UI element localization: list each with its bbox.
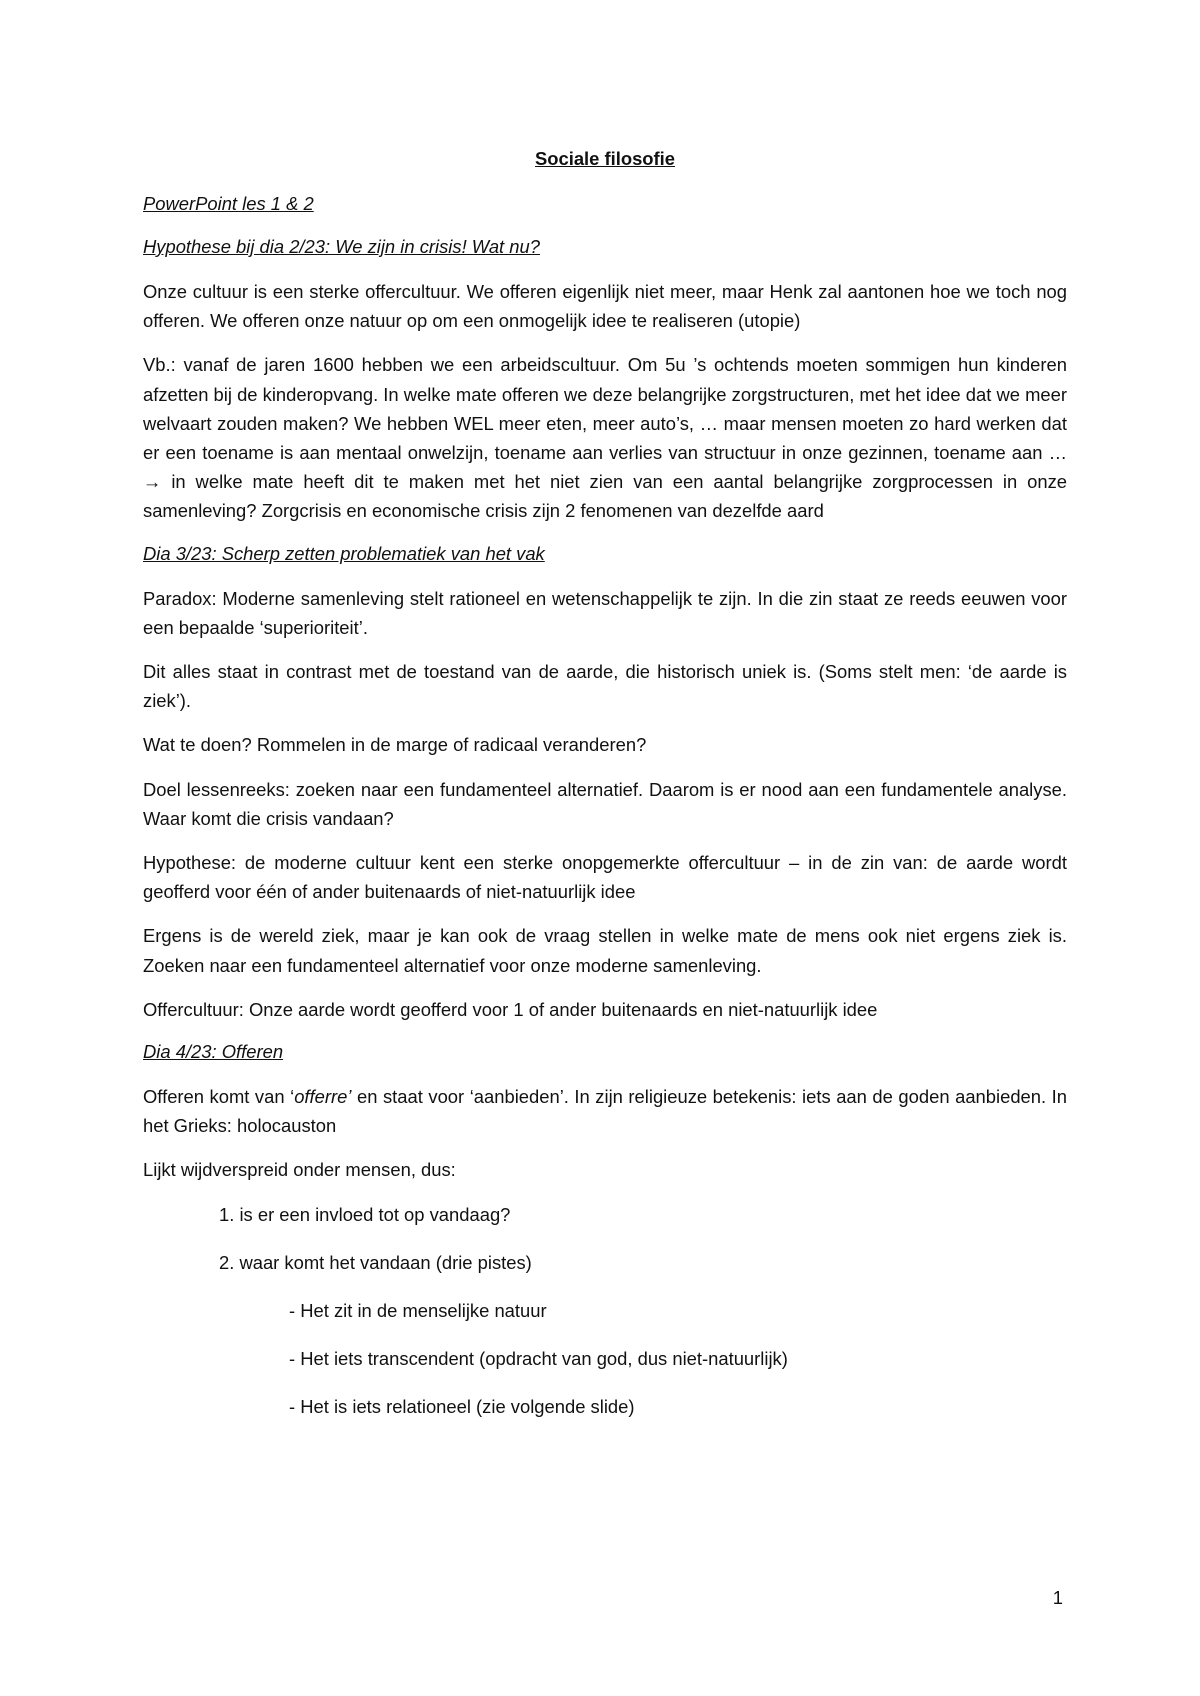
document-body bbox=[143, 146, 1067, 1441]
paragraph: Hypothese: de moderne cultuur kent een sterke onopgemerkte offercultuur – in de zin van: de aarde wordt geofferd voor één of ander buitenaards of niet-natuurlijk idee bbox=[143, 852, 1067, 903]
paragraph: Lijkt wijdverspreid onder mensen, dus: bbox=[143, 1159, 456, 1181]
text-run: Offeren komt van ‘ bbox=[143, 1086, 295, 1108]
list-item: 1. is er een invloed tot op vandaag? bbox=[219, 1203, 511, 1225]
paragraph: Wat te doen? Rommelen in de marge of radicaal veranderen? bbox=[143, 734, 647, 756]
paragraph-offeren bbox=[143, 1082, 1067, 1140]
section-heading-dia-4: Dia 4/23: Offeren bbox=[143, 1041, 284, 1063]
paragraph: Doel lessenreeks: zoeken naar een fundamenteel alternatief. Daarom is er nood aan een fundamentele analyse. Waar komt die crisis vandaan? bbox=[143, 778, 1067, 829]
italic-term: offerre’ bbox=[294, 1086, 352, 1108]
sublist-item: - Het iets transcendent (opdracht van god, dus niet-natuurlijk) bbox=[289, 1348, 788, 1370]
document-subtitle: PowerPoint les 1 & 2 bbox=[143, 193, 314, 214]
paragraph: Ergens is de wereld ziek, maar je kan ook de vraag stellen in welke mate de mens ook niet ergens ziek is. Zoeken naar een fundamenteel alternatief voor onze moderne samenleving. bbox=[143, 925, 1067, 976]
paragraph: Dit alles staat in contrast met de toestand van de aarde, die historisch uniek is. (Soms stelt men: ‘de aarde is ziek’). bbox=[143, 661, 1067, 712]
sublist-item: - Het zit in de menselijke natuur bbox=[289, 1300, 547, 1322]
paragraph: Vb.: vanaf de jaren 1600 hebben we een arbeidscultuur. Om 5u ’s ochtends moeten sommigen hun kinderen afzetten bij de kinderopvang. In welke mate offeren we deze belangrijke zorgstructuren, met het idee dat we meer welvaart zouden maken? We hebben WEL meer eten, meer auto’s, … maar mensen moeten zo hard werken dat er een toename is aan mentaal onwelzijn, toename aan verlies van structuur in onze gezinnen, toename aan … → in welke mate heeft dit te maken met het niet zien van een aantal belangrijke zorgprocessen in onze samenleving? Zorgcrisis en economische crisis zijn 2 fenomenen van dezelfde aard bbox=[143, 354, 1067, 522]
page-number: 1 bbox=[1052, 1587, 1063, 1608]
list-item: 2. waar komt het vandaan (drie pistes) bbox=[219, 1251, 532, 1273]
text-run: en staat voor ‘aanbieden’. In zijn religieuze betekenis: iets aan de goden aanbieden. In het Grieks: holocauston bbox=[143, 1086, 1067, 1137]
paragraph: Onze cultuur is een sterke offercultuur. We offeren eigenlijk niet meer, maar Henk zal aantonen hoe we toch nog offeren. We offeren onze natuur op om een onmogelijk idee te realiseren (utopie) bbox=[143, 281, 1067, 332]
paragraph: Offercultuur: Onze aarde wordt geofferd voor 1 of ander buitenaards en niet-natuurlijk idee bbox=[143, 998, 878, 1020]
document-title: Sociale filosofie bbox=[534, 148, 675, 169]
paragraph: Paradox: Moderne samenleving stelt rationeel en wetenschappelijk te zijn. In die zin staat ze reeds eeuwen voor een bepaalde ‘superioriteit’. bbox=[143, 587, 1067, 638]
sublist-item: - Het is iets relationeel (zie volgende slide) bbox=[289, 1396, 635, 1418]
section-heading-dia-3: Dia 3/23: Scherp zetten problematiek van het vak bbox=[143, 542, 545, 564]
section-heading-dia-2: Hypothese bij dia 2/23: We zijn in crisis! Wat nu? bbox=[143, 236, 540, 257]
